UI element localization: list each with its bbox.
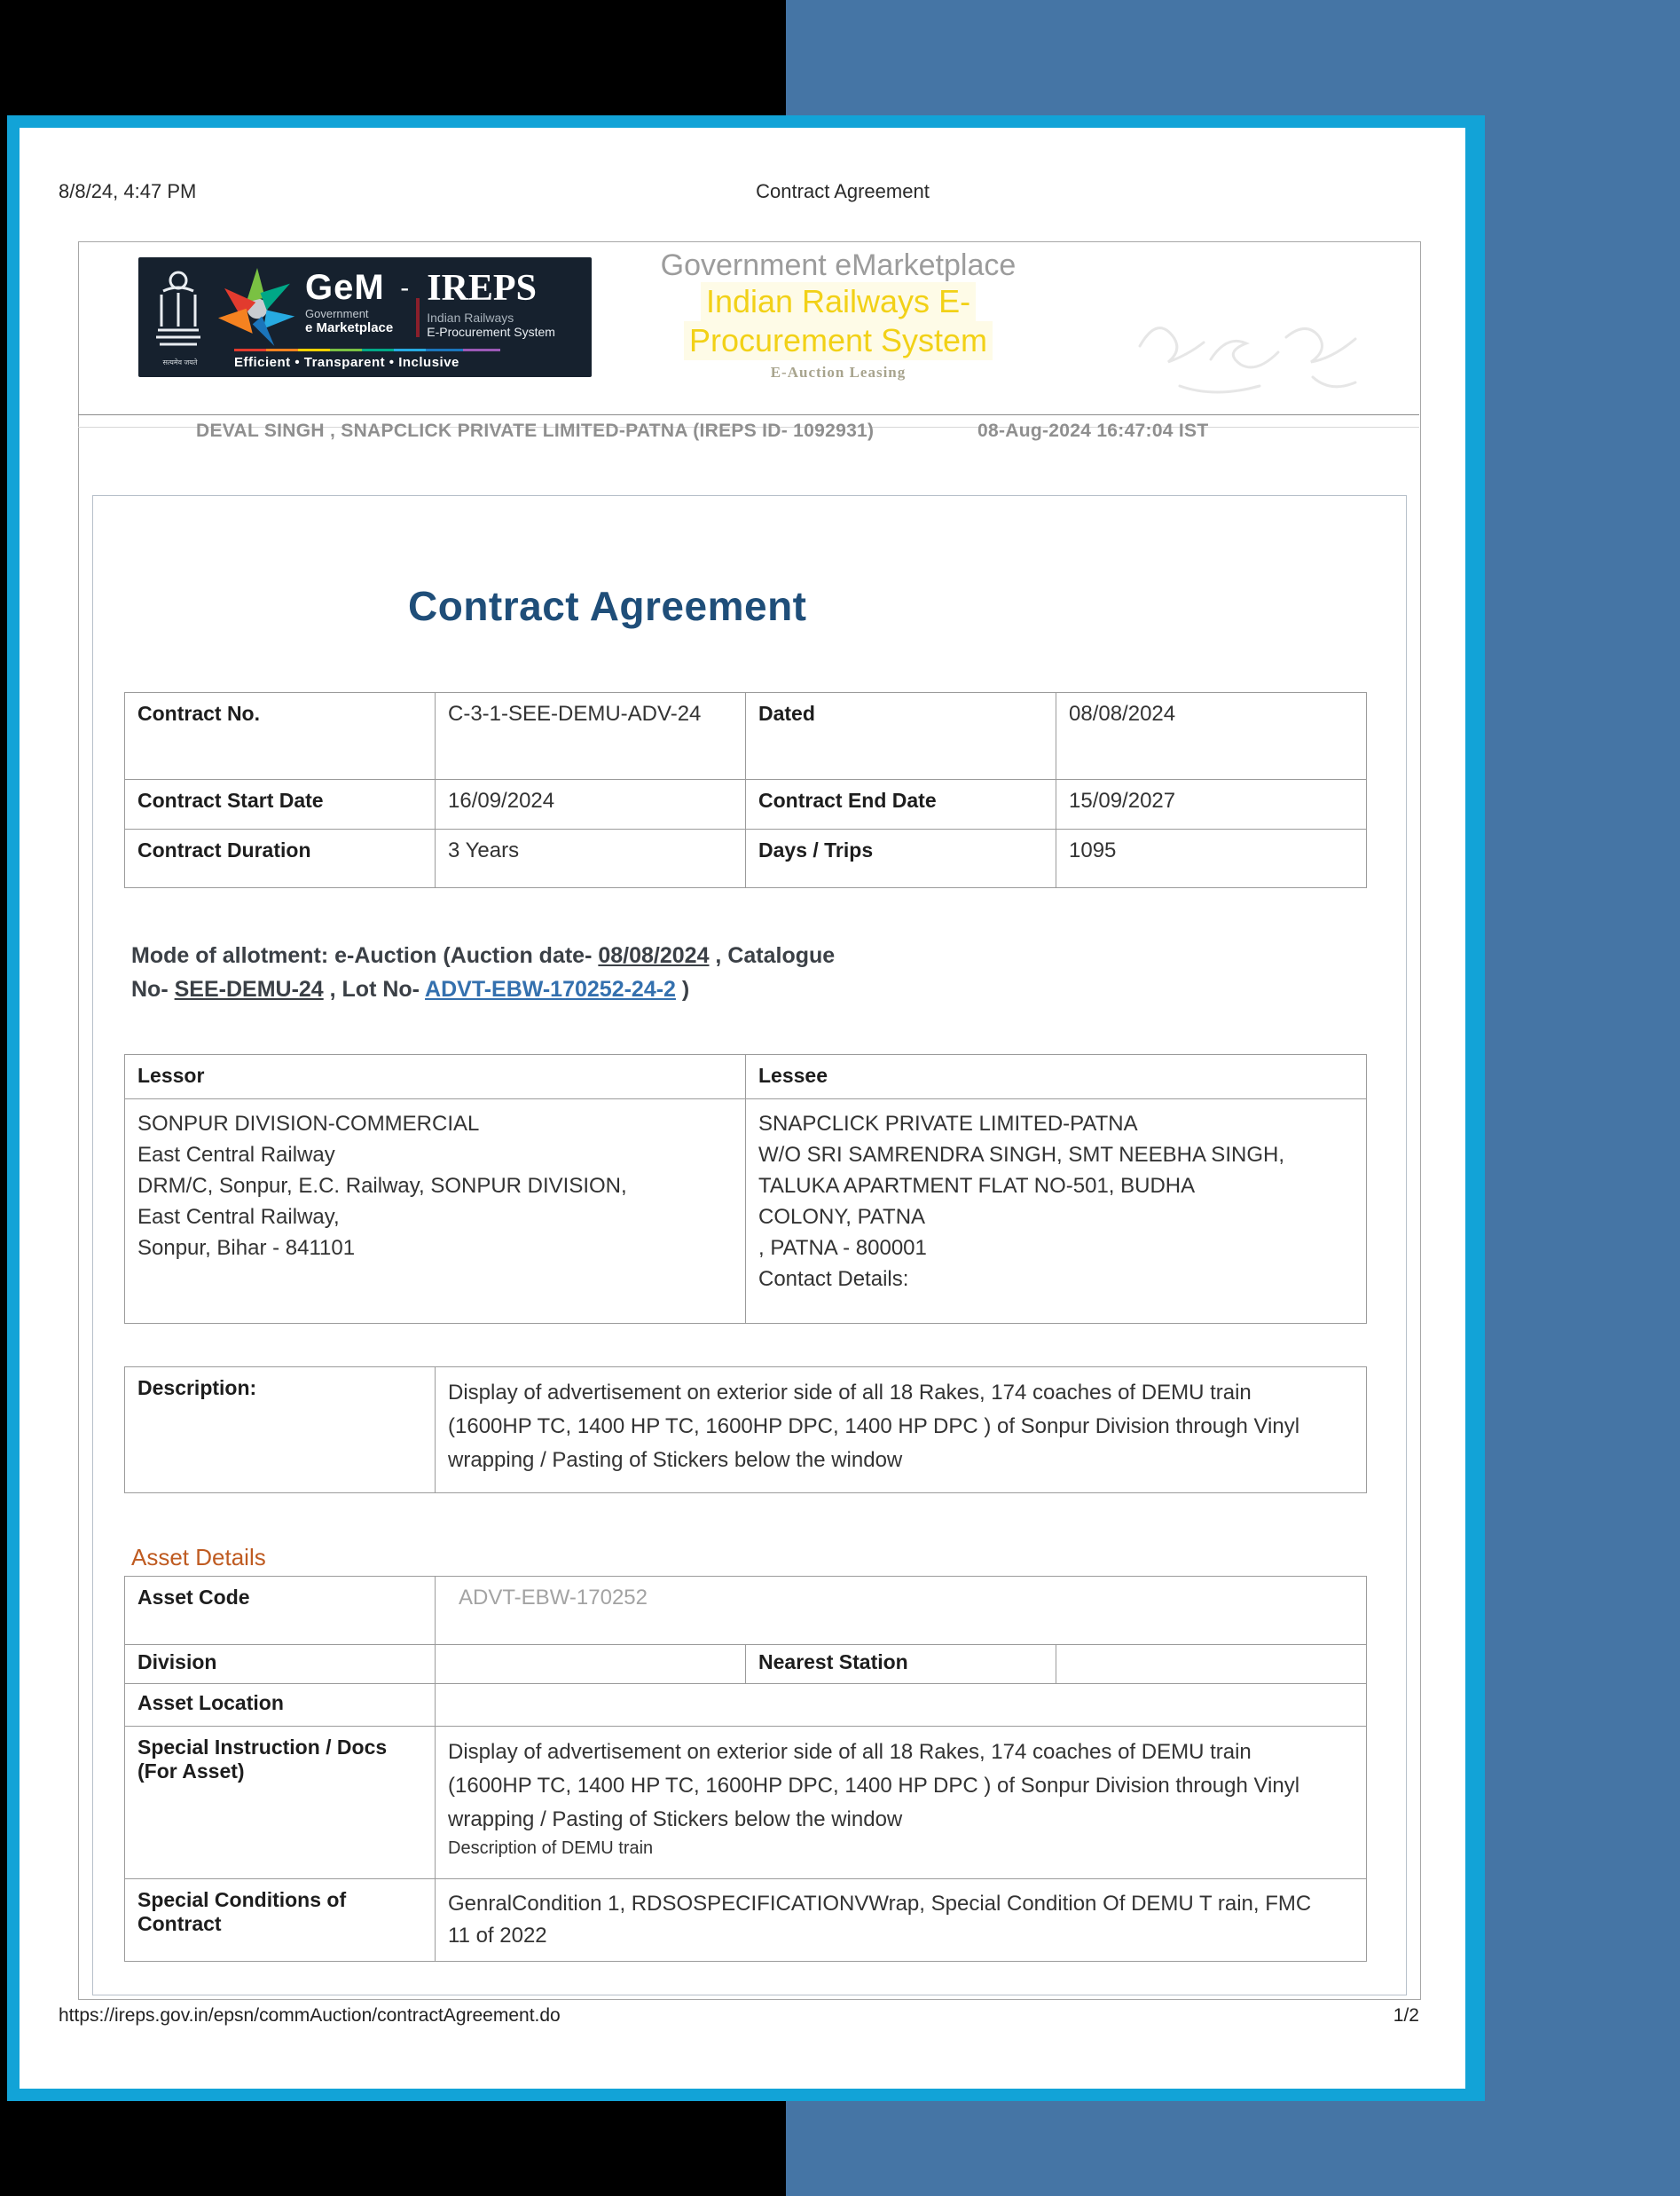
gem-sub1: Government: [305, 307, 369, 320]
document-title: Contract Agreement: [408, 583, 807, 629]
start-date-value: 16/09/2024: [436, 780, 746, 830]
lessee-line: W/O SRI SAMRENDRA SINGH, SMT NEEBHA SINGH,: [758, 1143, 1284, 1167]
asset-location-value: [436, 1684, 1367, 1727]
duration-value: 3 Years: [436, 830, 746, 888]
allotment-text: ): [675, 977, 690, 1002]
asset-code-label: Asset Code: [125, 1577, 436, 1645]
auction-date: 08/08/2024: [598, 943, 710, 968]
table-row: [125, 1055, 1367, 1099]
description-value: [436, 1367, 1367, 1493]
special-conditions-label: Special Conditions of Contract: [125, 1879, 436, 1962]
lessor-address: [125, 1099, 746, 1324]
ireps-sub2: E-Procurement System: [427, 325, 555, 339]
lessee-line: TALUKA APARTMENT FLAT NO-501, BUDHA: [758, 1174, 1196, 1198]
footer-page-number: 1/2: [1393, 2005, 1419, 2026]
lot-no-link[interactable]: ADVT-EBW-170252-24-2: [425, 977, 676, 1002]
description-table: [124, 1366, 1367, 1493]
table-row: [125, 1099, 1367, 1324]
ashoka-emblem-icon: [151, 268, 206, 353]
nearest-station-label: Nearest Station: [746, 1645, 1056, 1684]
table-row: [125, 780, 1367, 830]
signature-watermark: [1127, 293, 1393, 417]
lessor-line: Sonpur, Bihar - 841101: [137, 1236, 356, 1260]
table-row: [125, 693, 1367, 780]
description-label: Description:: [125, 1367, 436, 1493]
table-row: [125, 1727, 1367, 1879]
brand-separator-dash: -: [400, 273, 410, 303]
masthead-eauction-leasing: E-Auction Leasing: [770, 364, 907, 381]
allotment-line-2: [131, 972, 1267, 1006]
gem-sub2: e Marketplace: [305, 320, 394, 335]
ireps-wordmark: [427, 270, 555, 339]
lessee-line: Contact Details:: [758, 1267, 909, 1291]
allotment-text: , Catalogue: [709, 943, 836, 968]
gem-name: GeM: [305, 268, 385, 307]
lessee-line: COLONY, PATNA: [758, 1205, 926, 1229]
special-conditions-text: GenralCondition 1, RDSOSPECIFICATIONVWrap, Special Condition Of DEMU T rain, FMC 11 of 2022: [448, 1892, 1312, 1948]
gem-ireps-logo-block: [138, 257, 592, 377]
special-instruction-value: [436, 1727, 1367, 1879]
asset-location-label: Asset Location: [125, 1684, 436, 1727]
lessor-line: East Central Railway: [137, 1143, 335, 1167]
contract-summary-table: [124, 692, 1367, 888]
catalogue-no: SEE-DEMU-24: [174, 977, 324, 1002]
tagline-text: Efficient • Transparent • Inclusive: [234, 355, 459, 370]
allotment-text: , Lot No-: [323, 977, 426, 1002]
ireps-name: IREPS: [427, 268, 537, 309]
special-conditions-value: [436, 1879, 1367, 1962]
lessor-line: DRM/C, Sonpur, E.C. Railway, SONPUR DIVISION,: [137, 1174, 627, 1198]
description-text: Display of advertisement on exterior side of all 18 Rakes, 174 coaches of DEMU train (1600HP TC, 1400 HP TC, 1600HP DPC, 1400 HP DPC ) of Sonpur Division through Vinyl wrapping / Pasting of Stickers below the window: [448, 1381, 1300, 1472]
table-row: [125, 1577, 1367, 1645]
duration-label: Contract Duration: [125, 830, 436, 888]
brand-divider-bar: [416, 298, 420, 337]
masthead-gem-title: Government eMarketplace: [660, 248, 1017, 282]
footer-url: https://ireps.gov.in/epsn/commAuction/contractAgreement.do: [59, 2005, 561, 2026]
asset-details-heading: Asset Details: [131, 1544, 266, 1570]
print-datetime: 8/8/24, 4:47 PM: [59, 180, 197, 202]
start-date-label: Contract Start Date: [125, 780, 436, 830]
days-trips-label: Days / Trips: [746, 830, 1056, 888]
special-instruction-label: Special Instruction / Docs (For Asset): [125, 1727, 436, 1879]
table-row: [125, 1367, 1367, 1493]
nearest-station-value: [1056, 1645, 1367, 1684]
lessee-label: Lessee: [746, 1055, 1367, 1099]
division-label: Division: [125, 1645, 436, 1684]
table-row: [125, 1684, 1367, 1727]
days-trips-value: 1095: [1056, 830, 1367, 888]
lessor-line: East Central Railway,: [137, 1205, 340, 1229]
dated-value: 08/08/2024: [1056, 693, 1367, 780]
gem-wordmark: [305, 270, 393, 335]
print-page-title: Contract Agreement: [756, 180, 930, 202]
lessor-line: SONPUR DIVISION-COMMERCIAL: [137, 1112, 480, 1136]
session-timestamp: 08-Aug-2024 16:47:04 IST: [977, 421, 1209, 441]
contract-no-label: Contract No.: [125, 693, 436, 780]
parties-table: [124, 1054, 1367, 1324]
masthead-ireps-title-line2: Procurement System: [684, 321, 993, 360]
allotment-text: Mode of allotment: e-Auction (Auction date-: [131, 943, 599, 968]
emblem-caption: सत्यमेव जयते: [162, 358, 198, 366]
table-row: [125, 1879, 1367, 1962]
end-date-value: 15/09/2027: [1056, 780, 1367, 830]
division-value: [436, 1645, 746, 1684]
asset-details-table: [124, 1576, 1367, 1962]
asset-code-value: ADVT-EBW-170252: [436, 1577, 1367, 1645]
table-row: [125, 1645, 1367, 1684]
special-instruction-note: Description of DEMU train: [448, 1838, 654, 1858]
table-row: [125, 830, 1367, 888]
gem-tagline: [234, 349, 500, 370]
special-instruction-text: Display of advertisement on exterior side of all 18 Rakes, 174 coaches of DEMU train (1600HP TC, 1400 HP TC, 1600HP DPC, 1400 HP DPC ) of Sonpur Division through Vinyl wrapping / Pasting of Stickers below the window: [448, 1740, 1300, 1831]
lessee-line: SNAPCLICK PRIVATE LIMITED-PATNA: [758, 1112, 1138, 1136]
allotment-line-1: [131, 939, 1267, 972]
end-date-label: Contract End Date: [746, 780, 1056, 830]
masthead-ireps-title-line1: Indian Railways E-: [701, 282, 976, 321]
dated-label: Dated: [746, 693, 1056, 780]
tagline-color-bar: [234, 349, 500, 351]
gem-star-icon: [218, 266, 296, 348]
contract-no-value: C-3-1-SEE-DEMU-ADV-24: [436, 693, 746, 780]
masthead-titles: [603, 248, 1073, 382]
session-user: DEVAL SINGH , SNAPCLICK PRIVATE LIMITED-PATNA (IREPS ID- 1092931): [196, 421, 875, 441]
ireps-sub1: Indian Railways: [427, 311, 514, 325]
mode-of-allotment: [131, 939, 1267, 1006]
lessee-address: [746, 1099, 1367, 1324]
lessor-label: Lessor: [125, 1055, 746, 1099]
lessee-line: , PATNA - 800001: [758, 1236, 927, 1260]
allotment-text: No-: [131, 977, 175, 1002]
